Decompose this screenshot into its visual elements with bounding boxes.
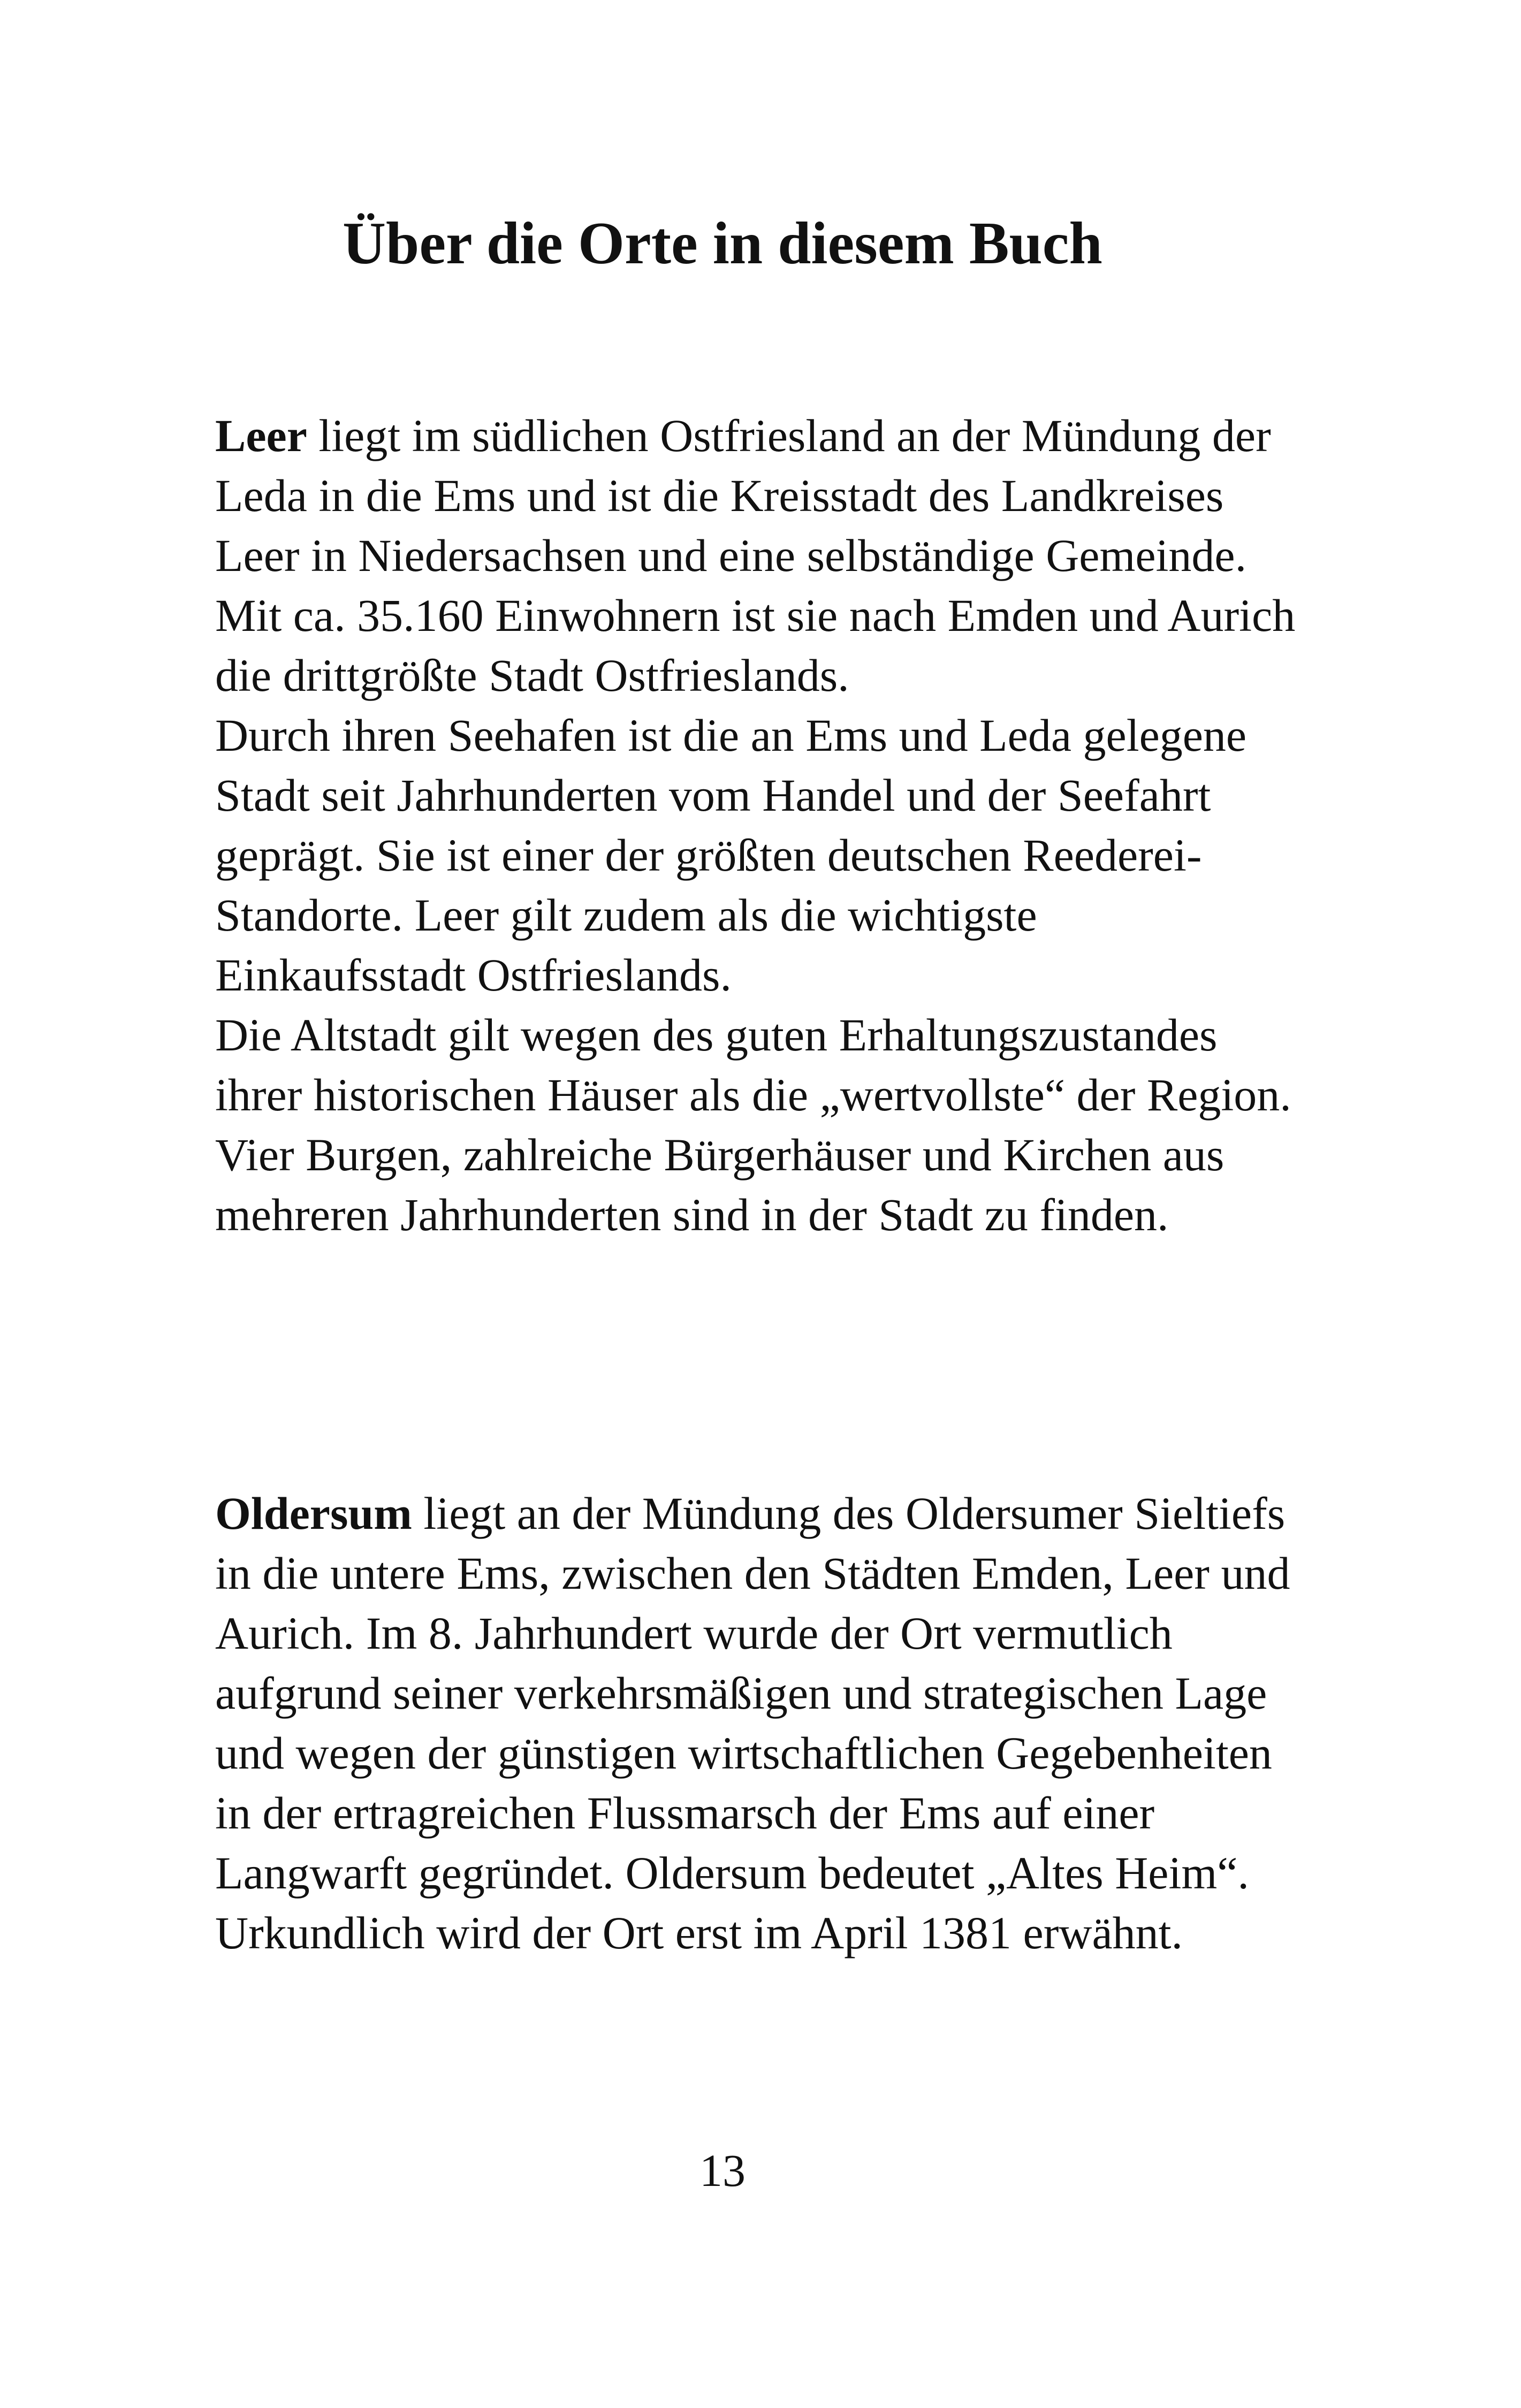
- page-title: Über die Orte in diesem Buch: [343, 210, 1102, 277]
- oldersum-paragraph-1: [215, 1483, 1296, 1963]
- place-name-oldersum: Oldersum: [215, 1488, 412, 1539]
- section-oldersum: [215, 1483, 1296, 1963]
- leer-paragraph-3: Die Altstadt gilt wegen des guten Erhaltungszustandes ihrer historischen Häuser als die „wertvollste“ der Region. Vier Burgen, zahlreiche Bürgerhäuser und Kirchen aus mehreren Jahrhunderten sind in der Stadt zu finden.: [215, 1009, 1291, 1240]
- page-number: 13: [699, 2145, 746, 2196]
- place-name-leer: Leer: [215, 410, 307, 461]
- oldersum-paragraph-1-text: liegt an der Mündung des Oldersumer Sieltiefs in die untere Ems, zwischen den Städten Emden, Leer und Aurich. Im 8. Jahrhundert wurde der Ort vermutlich aufgrund seiner verkehrsmäßigen und strategischen Lage und wegen der günstigen wirtschaftlichen Gegebenheiten in der ertragreichen Flussmarsch der Ems auf einer Langwarft gegründet. Oldersum bedeutet „Altes Heim“. Urkundlich wird der Ort erst im April 1381 erwähnt.: [215, 1488, 1290, 1959]
- leer-paragraph-1-text: liegt im südlichen Ostfriesland an der Mündung der Leda in die Ems und ist die Kreisstadt des Landkreises Leer in Niedersachsen und eine selbständige Gemeinde. Mit ca. 35.160 Einwohnern ist sie nach Emden und Aurich die drittgrößte Stadt Ostfrieslands.: [215, 410, 1296, 701]
- leer-paragraph-2: Durch ihren Seehafen ist die an Ems und Leda gelegene Stadt seit Jahrhunderten vom Handel und der Seefahrt geprägt. Sie ist einer der größten deutschen Reederei-Standorte. Leer gilt zudem als die wichtigste Einkaufsstadt Ostfrieslands.: [215, 710, 1247, 1001]
- section-leer: [215, 406, 1296, 1245]
- leer-paragraph-1: [215, 406, 1296, 705]
